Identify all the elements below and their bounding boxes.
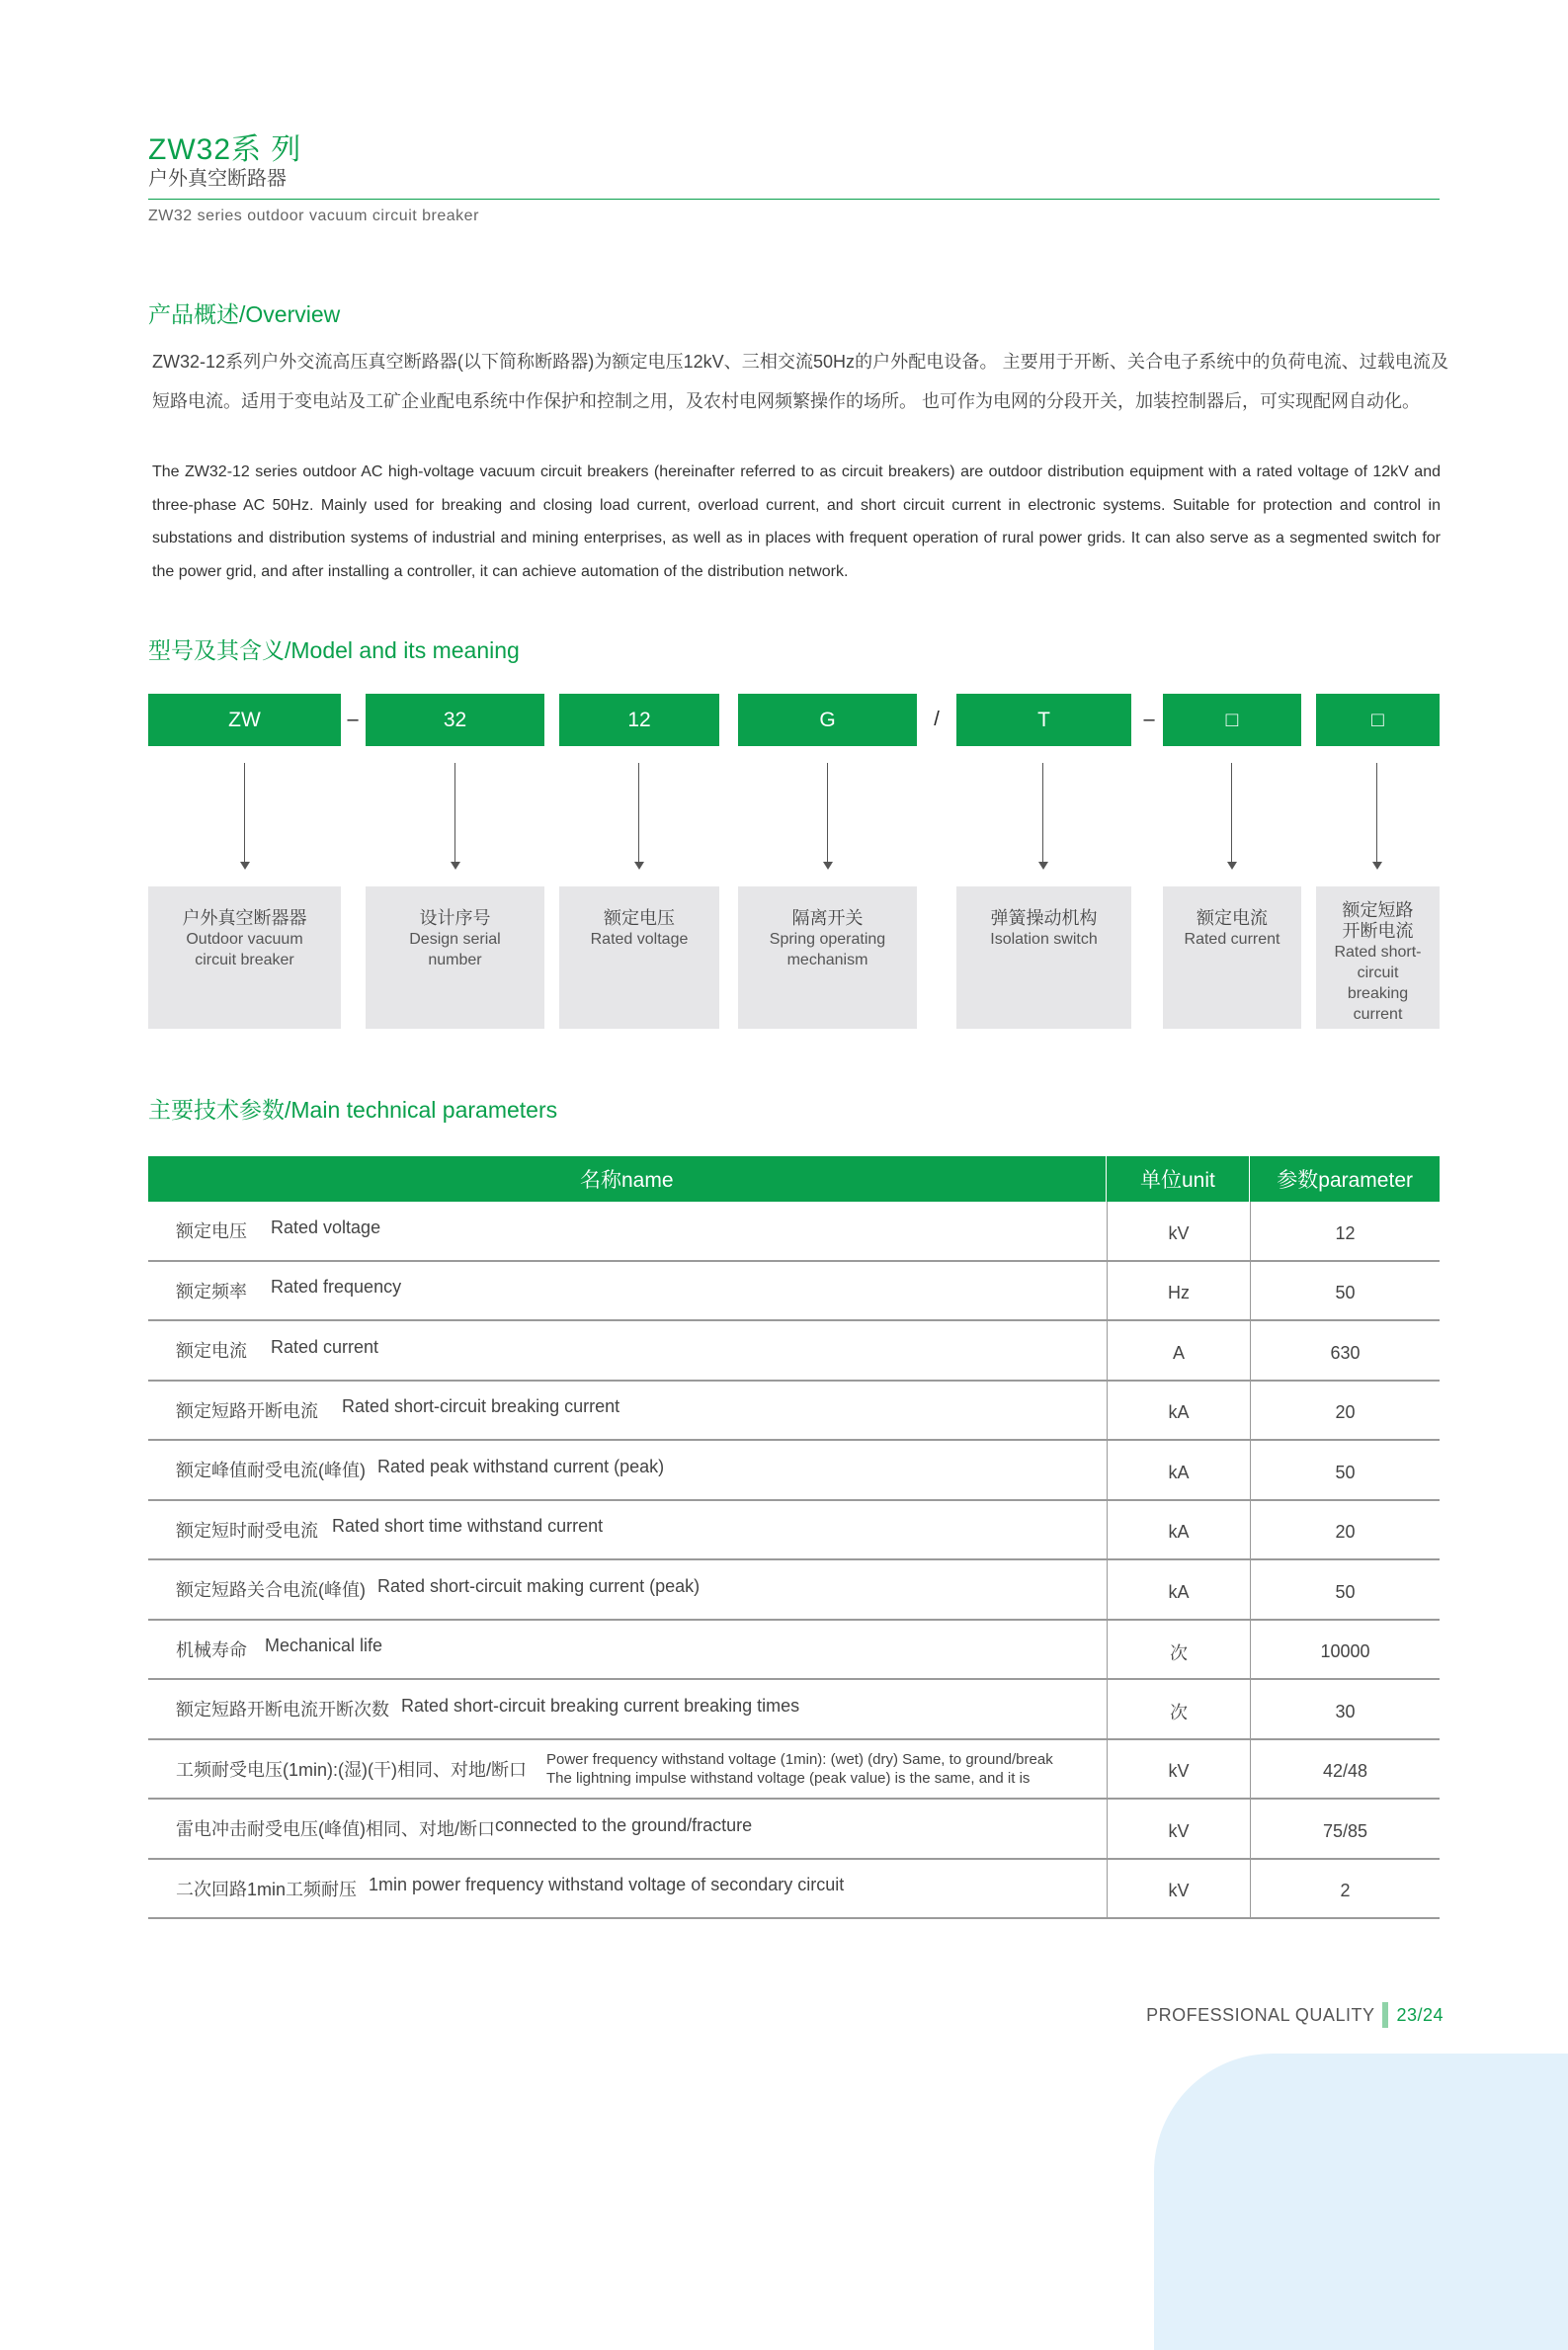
param-name-en: Power frequency withstand voltage (1min): (wet) (dry) Same, to ground/break [545, 1750, 1053, 1768]
model-meaning-box [1163, 886, 1301, 1029]
meaning-en: Spring operating [769, 931, 886, 948]
param-name-en: Mechanical life [265, 1636, 383, 1656]
table-row [148, 1680, 1440, 1740]
model-meaning-box [559, 886, 719, 1029]
meaning-en: circuit [1357, 965, 1399, 981]
model-meaning-box [738, 886, 917, 1029]
meaning-en: Outdoor vacuum [186, 931, 303, 948]
meaning-cn: 户外真空断器器 [182, 908, 307, 928]
param-unit: kA [1107, 1560, 1250, 1619]
param-value: 30 [1250, 1680, 1440, 1738]
meaning-en: current [1353, 1006, 1403, 1023]
param-name-en: Rated short-circuit breaking current [342, 1396, 620, 1417]
param-unit: kV [1107, 1202, 1250, 1260]
meaning-cn: 额定电流 [1197, 908, 1268, 928]
param-name-cn: 二次回路1min工频耐压 [176, 1879, 358, 1899]
param-name-en: Rated frequency [271, 1277, 402, 1298]
param-value: 50 [1250, 1441, 1440, 1499]
meaning-cn: 设计序号 [419, 908, 491, 928]
model-meaning-box [1316, 886, 1440, 1029]
meaning-en: Rated current [1184, 931, 1280, 948]
table-row [148, 1860, 1440, 1920]
model-code-box: G [738, 694, 917, 746]
param-name-cn: 额定短时耐受电流 [176, 1520, 318, 1541]
param-name-cn: 额定峰值耐受电流(峰值) [176, 1461, 366, 1481]
param-value: 75/85 [1250, 1800, 1440, 1858]
param-name-cn: 雷电冲击耐受电压(峰值)相同、对地/断口 [176, 1819, 495, 1840]
meaning-en: breaking [1347, 985, 1409, 1002]
param-unit: A [1107, 1321, 1250, 1380]
table-row [148, 1382, 1440, 1442]
meaning-cn: 额定电压 [604, 908, 675, 928]
param-name-cn: 额定短路开断电流 [176, 1400, 318, 1421]
param-name-en: 1min power frequency withstand voltage of secondary circuit [369, 1875, 845, 1895]
footer-label: PROFESSIONAL QUALITY [1146, 2004, 1375, 2025]
param-unit: kV [1107, 1800, 1250, 1858]
series-english-title: ZW32 series outdoor vacuum circuit breaker [148, 208, 479, 224]
corner-decoration [1154, 2054, 1568, 2350]
param-name-cn: 工频耐受电压(1min):(湿)(干)相同、对地/断口 [176, 1759, 527, 1780]
table-row [148, 1321, 1440, 1382]
overview-english-text: The ZW32-12 series outdoor AC high-voltage vacuum circuit breakers (hereinafter referred to as circuit breakers) are outdoor distribution equipment with a rated voltage of 12kV and three-phase AC 50Hz. Mainly used for breaking and closing load current, overload current, and short circuit current in electronic systems. Suitable for protection and control in substations and distribution systems of industrial and mining enterprises, as well as in places with frequent operation of rural power grids. It can also serve as a segmented switch for the power grid, and after installing a controller, it can achieve automation of the distribution network. [152, 463, 1441, 580]
param-unit: kV [1107, 1740, 1250, 1799]
param-name-en: connected to the ground/fracture [495, 1814, 753, 1835]
param-name-en: Rated short-circuit making current (peak) [377, 1575, 701, 1596]
model-separator: – [347, 709, 359, 730]
param-unit: Hz [1107, 1262, 1250, 1320]
param-unit: kV [1107, 1860, 1250, 1918]
down-arrow-icon [1037, 763, 1049, 872]
param-value: 50 [1250, 1262, 1440, 1320]
param-name-en: The lightning impulse withstand voltage (peak value) is the same, and it is [545, 1769, 1031, 1787]
model-code-box: ZW [148, 694, 341, 746]
table-row [148, 1800, 1440, 1860]
param-value: 12 [1250, 1202, 1440, 1260]
page-number: 23/24 [1396, 2004, 1444, 2025]
param-unit: kA [1107, 1441, 1250, 1499]
param-value: 20 [1250, 1382, 1440, 1440]
param-value: 20 [1250, 1501, 1440, 1559]
meaning-en: Rated short- [1334, 944, 1422, 961]
meaning-en: Isolation switch [990, 931, 1098, 948]
param-value: 2 [1250, 1860, 1440, 1918]
meaning-cn: 弹簧操动机构 [990, 908, 1098, 928]
model-code-box: 12 [559, 694, 719, 746]
down-arrow-icon [1226, 763, 1238, 872]
param-name-cn: 额定频率 [176, 1281, 247, 1301]
meaning-en: circuit breaker [195, 952, 294, 968]
param-name-en: Rated voltage [271, 1217, 381, 1237]
param-unit: 次 [1107, 1621, 1250, 1679]
column-header-parameter: 参数parameter [1249, 1156, 1440, 1202]
footer-divider [1382, 2002, 1388, 2028]
param-value: 630 [1250, 1321, 1440, 1380]
meaning-en: number [428, 952, 482, 968]
table-row [148, 1262, 1440, 1322]
model-separator: / [934, 709, 940, 730]
param-name-cn: 额定短路开断电流开断次数 [176, 1700, 389, 1721]
param-name-cn: 机械寿命 [176, 1639, 247, 1660]
overview-heading: 产品概述/Overview [148, 301, 341, 327]
params-table [148, 1156, 1440, 1919]
param-name-en: Rated current [271, 1336, 379, 1357]
params-heading: 主要技术参数/Main technical parameters [148, 1097, 558, 1123]
overview-chinese-text: ZW32-12系列户外交流高压真空断路器(以下简称断路器)为额定电压12kV、三相交流50Hz的户外配电设备。 主要用于开断、关合电子系统中的负荷电流、过载电流及短路电流。适用于变电站及工矿企业配电系统中作保护和控制之用，及农村电网频繁操作的场所。 也可作为电网的分段开关，加装控制器后，可实现配网自动化。 [152, 352, 1448, 411]
down-arrow-icon [1371, 763, 1383, 872]
meaning-cn: 额定短路 [1342, 900, 1414, 920]
series-subtitle: 户外真空断路器 [148, 168, 287, 190]
table-row [148, 1740, 1440, 1801]
param-value: 10000 [1250, 1621, 1440, 1679]
table-row [148, 1501, 1440, 1561]
model-meaning-box [956, 886, 1131, 1029]
param-unit: kA [1107, 1501, 1250, 1559]
column-header-unit: 单位unit [1106, 1156, 1250, 1202]
model-code-box: 32 [366, 694, 544, 746]
down-arrow-icon [239, 763, 251, 872]
model-meaning-box [148, 886, 341, 1029]
model-meaning-box [366, 886, 544, 1029]
model-code-box: □ [1163, 694, 1301, 746]
param-unit: kA [1107, 1382, 1250, 1440]
column-header-name: 名称name [579, 1169, 674, 1192]
model-heading: 型号及其含义/Model and its meaning [148, 637, 520, 663]
header-divider [148, 199, 1440, 200]
meaning-cn: 隔离开关 [791, 908, 864, 928]
meaning-cn: 开断电流 [1342, 921, 1414, 941]
down-arrow-icon [822, 763, 834, 872]
down-arrow-icon [633, 763, 645, 872]
param-name-en: Rated short-circuit breaking current breaking times [401, 1695, 800, 1716]
table-row [148, 1621, 1440, 1681]
down-arrow-icon [450, 763, 461, 872]
table-row [148, 1202, 1440, 1262]
param-name-en: Rated peak withstand current (peak) [377, 1456, 665, 1476]
param-name-cn: 额定短路关合电流(峰值) [176, 1580, 366, 1601]
table-row [148, 1560, 1440, 1621]
param-value: 42/48 [1250, 1740, 1440, 1799]
model-separator: – [1143, 709, 1155, 730]
param-value: 50 [1250, 1560, 1440, 1619]
table-header [148, 1156, 1440, 1202]
page-footer [1146, 2002, 1444, 2028]
param-name-cn: 额定电压 [176, 1221, 247, 1242]
meaning-en: Design serial [409, 931, 501, 948]
meaning-en: mechanism [786, 952, 868, 968]
model-code-box: □ [1316, 694, 1440, 746]
meaning-en: Rated voltage [590, 931, 689, 948]
table-row [148, 1441, 1440, 1501]
param-name-cn: 额定电流 [176, 1341, 247, 1362]
model-code-box: T [956, 694, 1131, 746]
param-name-en: Rated short time withstand current [332, 1516, 604, 1537]
series-title: ZW32系 列 [148, 133, 302, 166]
param-unit: 次 [1107, 1680, 1250, 1738]
